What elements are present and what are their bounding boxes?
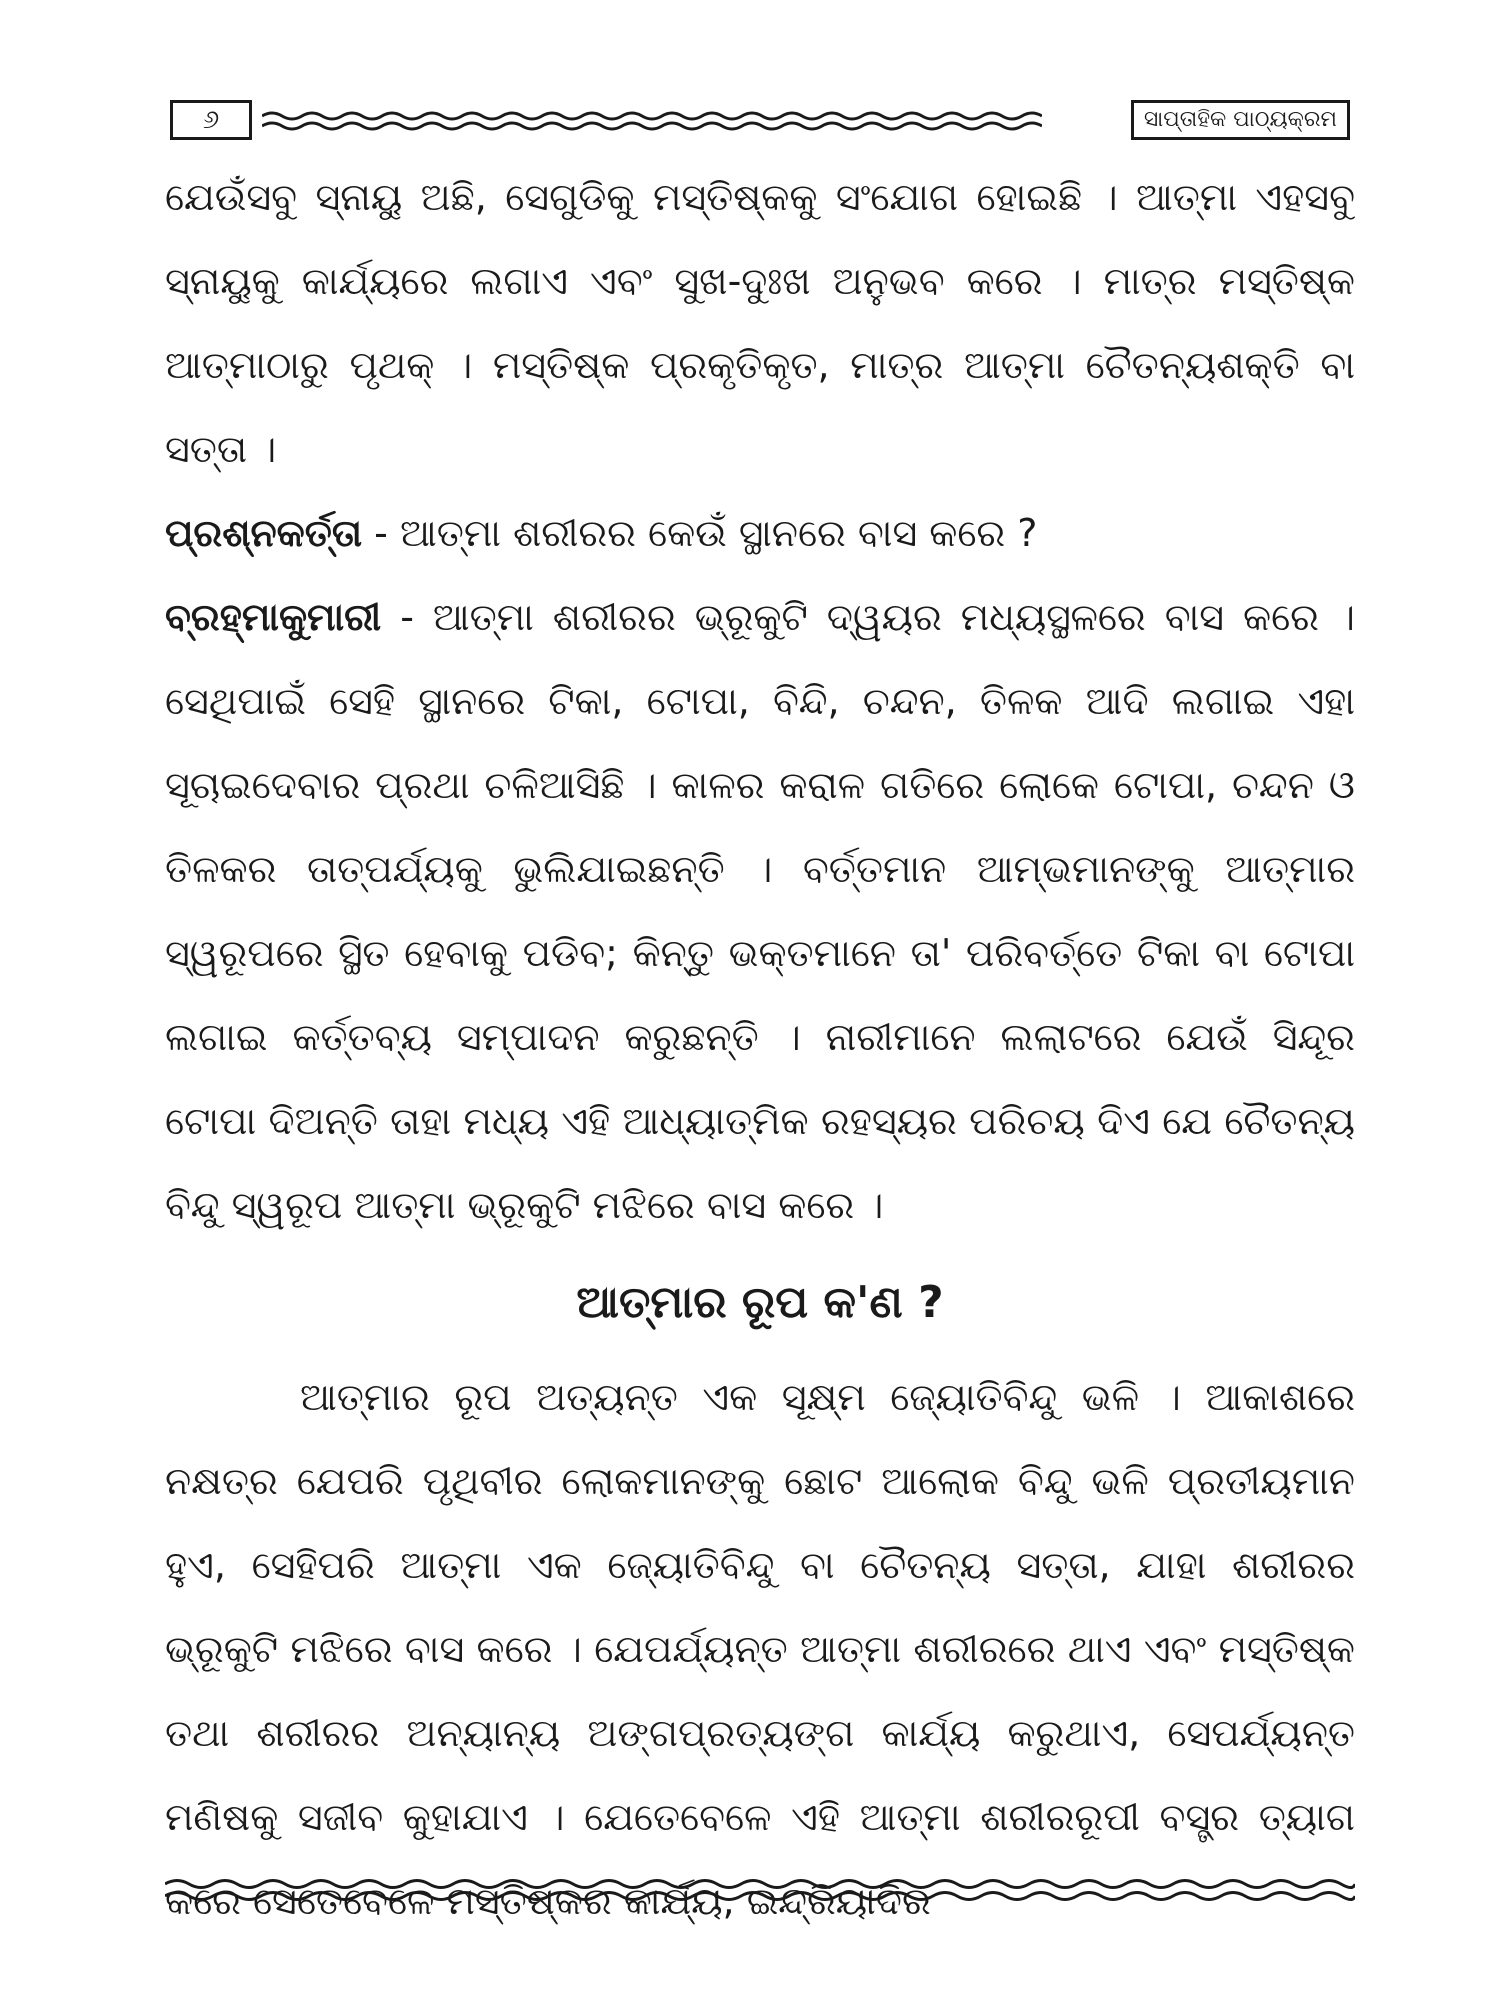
- qa-question: [165, 491, 1355, 575]
- running-title: ସାପ୍ତାହିକ ପାଠ୍ୟକ୍ରମ: [1131, 100, 1350, 140]
- question-text: - ଆତ୍ମା ଶରୀରର କେଉଁ ସ୍ଥାନରେ ବାସ କରେ ?: [362, 511, 1038, 555]
- page-number: ୬: [170, 100, 252, 140]
- paragraph-soul-form: ଆତ୍ମାର ରୂପ ଅତ୍ୟନ୍ତ ଏକ ସୂକ୍ଷ୍ମ ଜ୍ୟୋତିବିନ୍ଦୁ ଭଳି । ଆକାଶରେ ନକ୍ଷତ୍ର ଯେପରି ପୃଥିବୀର ଲୋକମାନଙ୍କୁ ଛୋଟ ଆଲୋକ ବିନ୍ଦୁ ଭଳି ପ୍ରତୀୟମାନ ହୁଏ, ସେହିପରି ଆତ୍ମା ଏକ ଜ୍ୟୋତିବିନ୍ଦୁ ବା ଚୈତନ୍ୟ ସତ୍ତା, ଯାହା ଶରୀରର ଭ୍ରୂକୁଟି ମଝିରେ ବାସ କରେ । ଯେପର୍ଯ୍ୟନ୍ତ ଆତ୍ମା ଶରୀରରେ ଥାଏ ଏବଂ ମସ୍ତିଷ୍କ ତଥା ଶରୀରର ଅନ୍ୟାନ୍ୟ ଅଙ୍ଗପ୍ରତ୍ୟଙ୍ଗ କାର୍ଯ୍ୟ କରୁଥାଏ, ସେପର୍ଯ୍ୟନ୍ତ ମଣିଷକୁ ସଜୀବ କୁହାଯାଏ । ଯେତେବେଳେ ଏହି ଆତ୍ମା ଶରୀରରୂପୀ ବସ୍ତ୍ର ତ୍ୟାଗ କରେ ସେତେବେଳେ ମସ୍ତିଷ୍କର କାର୍ଯ୍ୟ, ଇନ୍ଦ୍ରିୟାଦିର: [165, 1375, 1355, 1923]
- answer-text: - ଆତ୍ମା ଶରୀରର ଭ୍ରୂକୁଟି ଦ୍ୱୟର ମଧ୍ୟସ୍ଥଳରେ ବାସ କରେ । ସେଥିପାଇଁ ସେହି ସ୍ଥାନରେ ଟିକା, ଟୋପା, ବିନ୍ଦି, ଚନ୍ଦନ, ତିଳକ ଆଦି ଲଗାଇ ଏହା ସୂଚାଇଦେବାର ପ୍ରଥା ଚଳିଆସିଛି । କାଳର କରାଳ ଗତିରେ ଲୋକେ ଟୋପା, ଚନ୍ଦନ ଓ ତିଳକର ତାତ୍ପର୍ଯ୍ୟକୁ ଭୁଲିଯାଇଛନ୍ତି । ବର୍ତ୍ତମାନ ଆମ୍ଭମାନଙ୍କୁ ଆତ୍ମାର ସ୍ୱରୂପରେ ସ୍ଥିତ ହେବାକୁ ପଡିବ; କିନ୍ତୁ ଭକ୍ତମାନେ ତା' ପରିବର୍ତ୍ତେ ଟିକା ବା ଟୋପା ଲଗାଇ କର୍ତ୍ତବ୍ୟ ସମ୍ପାଦନ କରୁଛନ୍ତି । ନାରୀମାନେ ଲଲାଟରେ ଯେଉଁ ସିନ୍ଦୂର ଟୋପା ଦିଅନ୍ତି ତାହା ମଧ୍ୟ ଏହି ଆଧ୍ୟାତ୍ମିକ ରହସ୍ୟର ପରିଚୟ ଦିଏ ଯେ ଚୈତନ୍ୟ ବିନ୍ଦୁ ସ୍ୱରୂପ ଆତ୍ମା ଭ୍ରୂକୁଟି ମଝିରେ ବାସ କରେ ।: [165, 595, 1355, 1227]
- footer-ornamental-rule: [165, 1874, 1355, 1908]
- qa-answer: [165, 575, 1355, 1247]
- header-ornamental-rule: [262, 106, 1042, 136]
- page-body: [165, 155, 1355, 1943]
- brahmakumari-label: ବ୍ରହ୍ମାକୁମାରୀ: [165, 595, 382, 639]
- questioner-label: ପ୍ରଶ୍ନକର୍ତ୍ତା: [165, 511, 363, 555]
- section-heading: ଆତ୍ମାର ରୂପ କ'ଣ ?: [576, 1277, 944, 1328]
- paragraph-1: ଯେଉଁସବୁ ସ୍ନାୟୁ ଅଛି, ସେଗୁଡିକୁ ମସ୍ତିଷ୍କକୁ ସଂଯୋଗ ହୋଇଛି । ଆତ୍ମା ଏହସବୁ ସ୍ନାୟୁକୁ କାର୍ଯ୍ୟରେ ଲଗାଏ ଏବଂ ସୁଖ-ଦୁଃଖ ଅନୁଭବ କରେ । ମାତ୍ର ମସ୍ତିଷ୍କ ଆତ୍ମାଠାରୁ ପୃଥକ୍ । ମସ୍ତିଷ୍କ ପ୍ରକୃତିକୃତ, ମାତ୍ର ଆତ୍ମା ଚୈତନ୍ୟଶକ୍ତି ବା ସତ୍ତା ।: [165, 175, 1355, 471]
- page-header: [170, 100, 1350, 142]
